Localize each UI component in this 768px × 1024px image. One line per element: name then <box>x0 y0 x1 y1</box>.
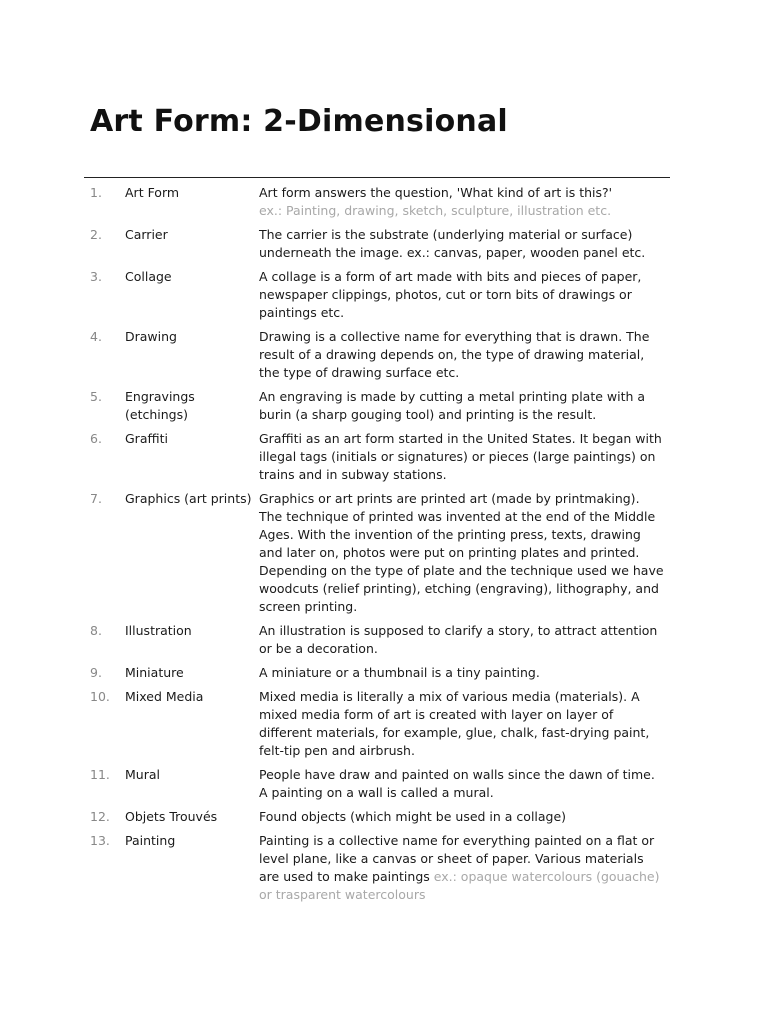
row-term: Engravings (etchings) <box>125 389 195 422</box>
row-term: Carrier <box>125 227 168 242</box>
row-description: The carrier is the substrate (underlying material or surface) underneath the image. ex.: canvas, paper, wooden panel etc. <box>259 227 646 260</box>
row-number: 1. <box>90 185 102 200</box>
glossary-table <box>90 184 665 910</box>
row-description: Found objects (which might be used in a collage) <box>259 809 567 824</box>
row-number: 10. <box>90 689 110 704</box>
row-example-note: ex.: opaque watercolours (gouache) or trasparent watercolours <box>259 869 660 902</box>
glossary-row <box>90 664 665 682</box>
row-term: Graffiti <box>125 431 168 446</box>
row-term: Illustration <box>125 623 192 638</box>
row-number: 8. <box>90 623 102 638</box>
row-term: Painting <box>125 833 176 848</box>
row-term: Graphics (art prints) <box>125 491 252 506</box>
glossary-row <box>90 832 665 904</box>
row-number: 3. <box>90 269 102 284</box>
row-number: 4. <box>90 329 102 344</box>
row-description: Mixed media is literally a mix of various media (materials). A mixed media form of art is created with layer on layer of different materials, for example, glue, chalk, fast-drying paint, felt-tip pen and airbrush. <box>259 689 650 758</box>
page-title: Art Form: 2-Dimensional <box>90 104 508 139</box>
row-number: 9. <box>90 665 102 680</box>
row-term: Mural <box>125 767 160 782</box>
title-divider <box>84 177 670 178</box>
row-number: 6. <box>90 431 102 446</box>
row-description-text: Art form answers the question, 'What kind of art is this?' <box>259 185 613 200</box>
row-description: A collage is a form of art made with bits and pieces of paper, newspaper clippings, photos, cut or torn bits of drawings or paintings etc. <box>259 269 642 320</box>
glossary-row <box>90 184 665 220</box>
row-description: Drawing is a collective name for everything that is drawn. The result of a drawing depends on, the type of drawing material, the type of drawing surface etc. <box>259 329 650 380</box>
row-description: Graphics or art prints are printed art (made by printmaking). The technique of printed was invented at the end of the Middle Ages. With the invention of the printing press, texts, drawing and later on, photos were put on printing plates and printed. Depending on the type of plate and the technique used we have woodcuts (relief printing), etching (engraving), lithography, and screen printing. <box>259 491 664 614</box>
row-term: Mixed Media <box>125 689 204 704</box>
row-description: A miniature or a thumbnail is a tiny painting. <box>259 665 540 680</box>
row-example-note: ex.: Painting, drawing, sketch, sculpture, illustration etc. <box>259 203 612 218</box>
glossary-row <box>90 328 665 382</box>
glossary-row <box>90 688 665 760</box>
row-number: 2. <box>90 227 102 242</box>
row-description <box>259 184 665 220</box>
row-number: 7. <box>90 491 102 506</box>
glossary-row <box>90 430 665 484</box>
row-term: Collage <box>125 269 172 284</box>
row-number: 12. <box>90 809 110 824</box>
row-description <box>259 832 665 904</box>
row-description: An engraving is made by cutting a metal printing plate with a burin (a sharp gouging tool) and printing is the result. <box>259 389 646 422</box>
row-description: Graffiti as an art form started in the United States. It began with illegal tags (initials or signatures) or pieces (large paintings) on trains and in subway stations. <box>259 431 662 482</box>
row-term: Drawing <box>125 329 177 344</box>
glossary-row <box>90 766 665 802</box>
row-description: People have draw and painted on walls since the dawn of time. A painting on a wall is called a mural. <box>259 767 655 800</box>
row-description-text: Painting is a collective name for everything painted on a flat or level plane, like a canvas or sheet of paper. Various materials are used to make paintings <box>259 833 655 884</box>
glossary-row <box>90 808 665 826</box>
row-number: 5. <box>90 389 102 404</box>
glossary-row <box>90 490 665 616</box>
row-term: Objets Trouvés <box>125 809 218 824</box>
glossary-row <box>90 622 665 658</box>
row-number: 11. <box>90 767 110 782</box>
row-description: An illustration is supposed to clarify a story, to attract attention or be a decoration. <box>259 623 658 656</box>
glossary-row <box>90 388 665 424</box>
glossary-row <box>90 268 665 322</box>
row-term: Art Form <box>125 185 180 200</box>
row-term: Miniature <box>125 665 184 680</box>
glossary-row <box>90 226 665 262</box>
row-number: 13. <box>90 833 110 848</box>
